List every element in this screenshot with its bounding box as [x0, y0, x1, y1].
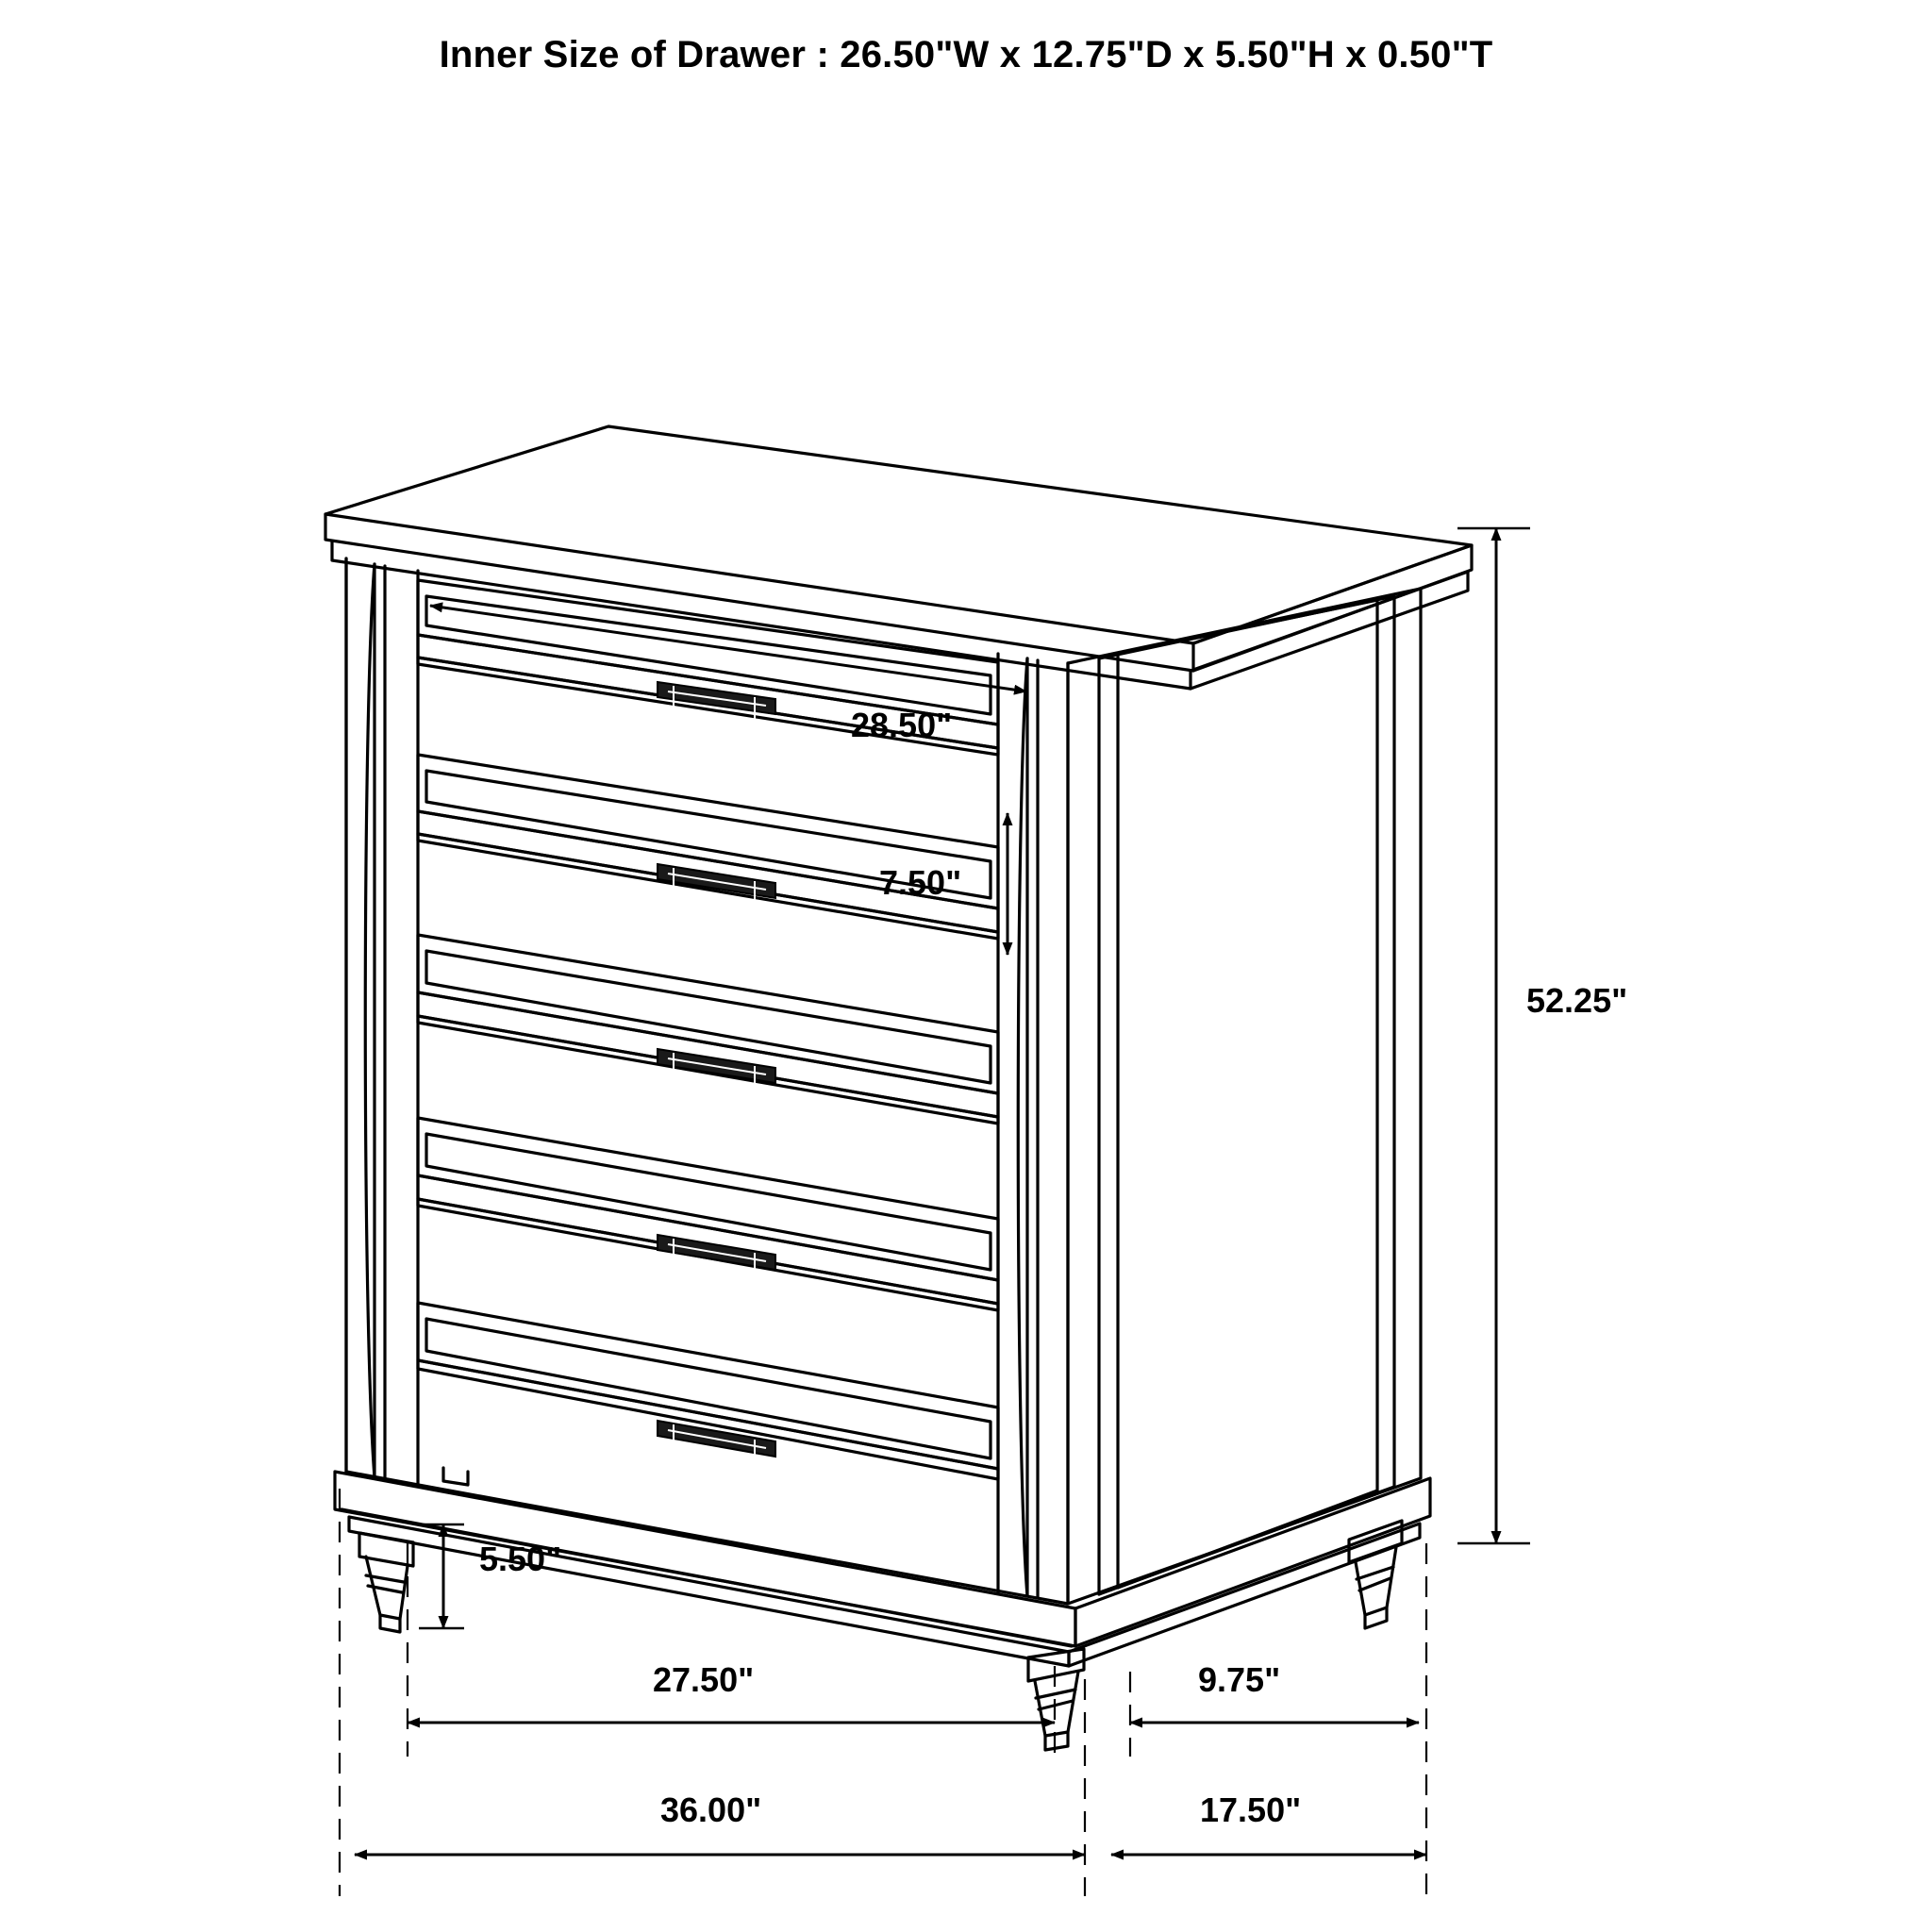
handle-drawer-4 [658, 1235, 775, 1274]
dimension-label-leg-height: 5.50" [479, 1540, 562, 1578]
drawer-3 [418, 935, 998, 1124]
leg-front-left [359, 1533, 413, 1632]
dimension-label-overall-height: 52.25" [1526, 981, 1628, 1020]
right-pilaster [998, 654, 1068, 1604]
drawer-5 [418, 1303, 998, 1479]
drawer-4 [418, 1118, 998, 1310]
drawer-handles [658, 682, 775, 1461]
dimension-label-side-inner-depth: 9.75" [1198, 1660, 1281, 1699]
drawer-2 [418, 755, 998, 939]
page-title: Inner Size of Drawer : 26.50"W x 12.75"D x 5.50"H x 0.50"T [439, 34, 1493, 75]
left-pilaster [346, 558, 418, 1485]
dimension-label-overall-width: 36.00" [660, 1790, 762, 1829]
dimension-label-front-inner-width: 27.50" [653, 1660, 755, 1699]
leg-rear-left [443, 1468, 468, 1485]
dimension-label-overall-depth: 17.50" [1200, 1790, 1302, 1829]
side-panel [1099, 596, 1394, 1594]
dimension-label-drawer-height: 7.50" [879, 863, 962, 902]
dimension-label-drawer-width: 28.50" [851, 706, 953, 744]
